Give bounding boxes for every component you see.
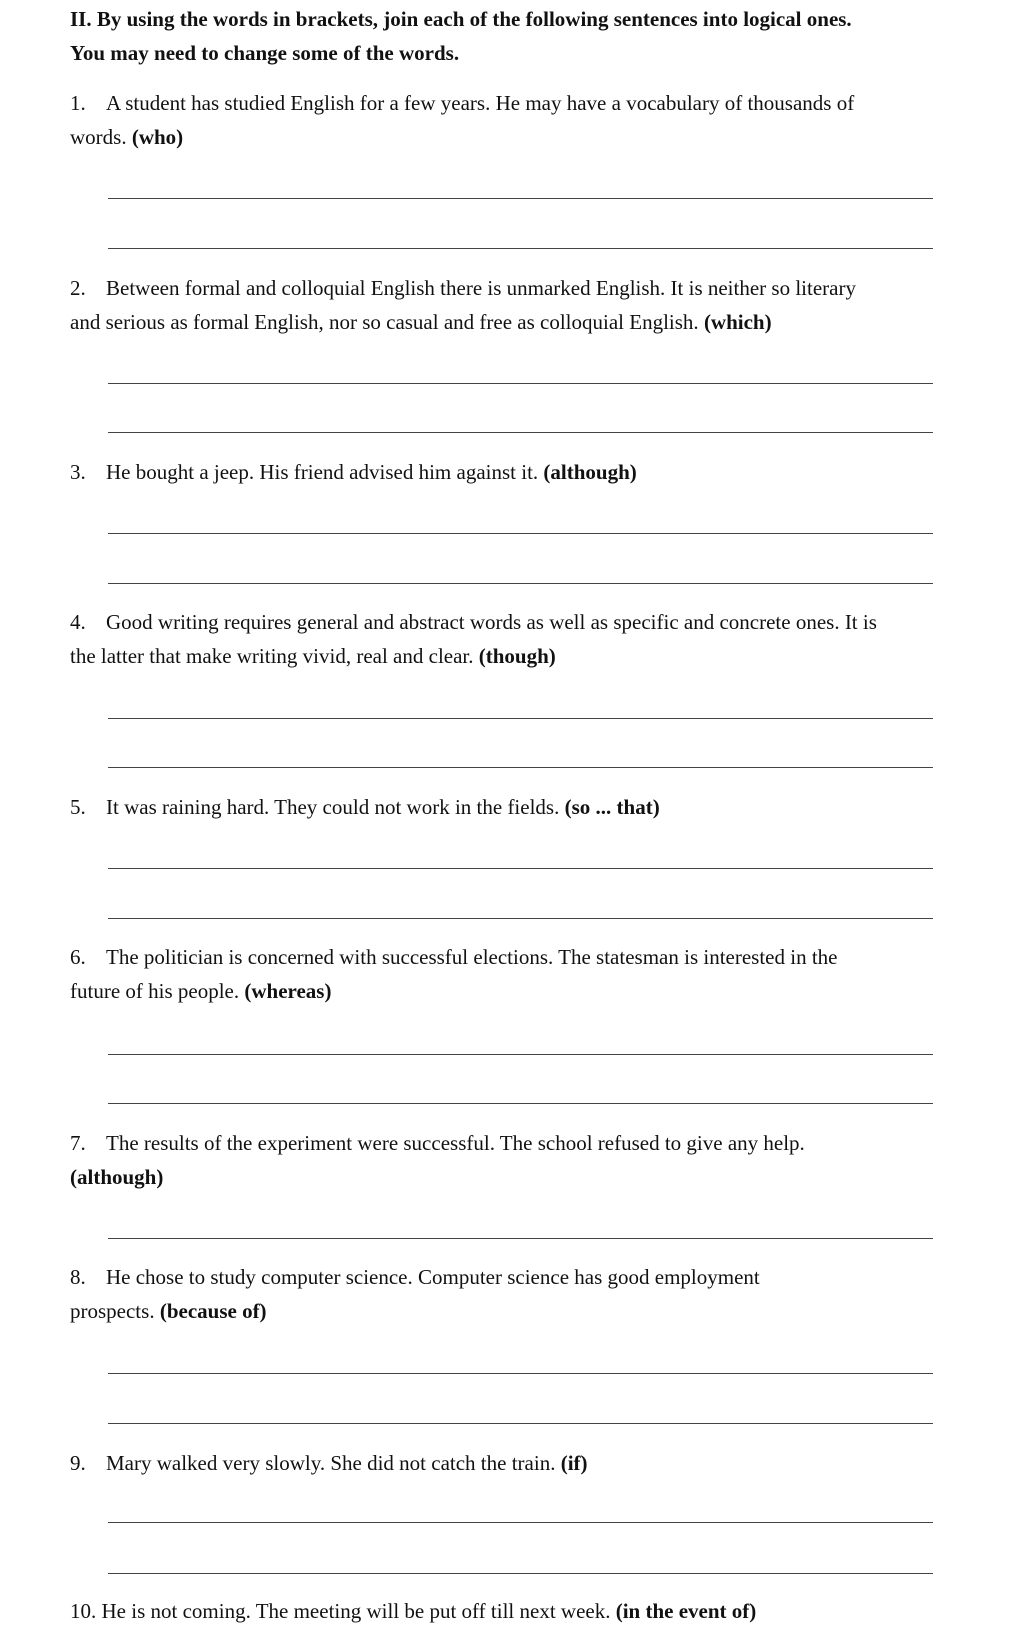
question-text: The results of the experiment were successful. The school refused to give any help. bbox=[106, 1131, 805, 1155]
question-hint: (because of) bbox=[159, 1299, 267, 1323]
question-9 bbox=[70, 1446, 970, 1480]
question-8 bbox=[70, 1260, 970, 1328]
question-text-cont: the latter that make writing vivid, real and clear. bbox=[70, 644, 474, 668]
question-hint: (if) bbox=[560, 1451, 588, 1475]
answer-line[interactable] bbox=[108, 1522, 933, 1523]
question-hint: (although) bbox=[543, 460, 637, 484]
answer-line[interactable] bbox=[108, 767, 933, 768]
question-10 bbox=[70, 1594, 970, 1628]
answer-line[interactable] bbox=[108, 432, 933, 433]
question-text: Between formal and colloquial English there is unmarked English. It is neither so literary bbox=[106, 276, 856, 300]
question-7 bbox=[70, 1126, 970, 1194]
question-number: 6. bbox=[70, 945, 86, 969]
question-number: 10. bbox=[70, 1599, 97, 1623]
question-hint: (whereas) bbox=[244, 979, 332, 1003]
answer-line[interactable] bbox=[108, 248, 933, 249]
heading-line-2: You may need to change some of the words. bbox=[70, 41, 460, 65]
answer-line[interactable] bbox=[108, 868, 933, 869]
answer-line[interactable] bbox=[108, 1238, 933, 1239]
question-text: He chose to study computer science. Computer science has good employment bbox=[106, 1265, 760, 1289]
question-text: He bought a jeep. His friend advised him against it. bbox=[106, 460, 539, 484]
question-hint: (so ... that) bbox=[564, 795, 660, 819]
question-number: 8. bbox=[70, 1265, 86, 1289]
heading-line-1: II. By using the words in brackets, join each of the following sentences into logical ones. bbox=[70, 7, 852, 31]
question-number: 5. bbox=[70, 795, 86, 819]
question-3 bbox=[70, 455, 970, 489]
question-number: 9. bbox=[70, 1451, 86, 1475]
question-number: 7. bbox=[70, 1131, 86, 1155]
question-number: 2. bbox=[70, 276, 86, 300]
question-hint: (in the event of) bbox=[615, 1599, 757, 1623]
answer-line[interactable] bbox=[108, 1103, 933, 1104]
question-text-cont: future of his people. bbox=[70, 979, 240, 1003]
question-text: Good writing requires general and abstract words as well as specific and concrete ones. It is bbox=[106, 610, 877, 634]
question-text: The politician is concerned with successful elections. The statesman is interested in the bbox=[106, 945, 838, 969]
question-hint: (who) bbox=[131, 125, 184, 149]
question-hint: (though) bbox=[478, 644, 556, 668]
answer-line[interactable] bbox=[108, 198, 933, 199]
question-number: 4. bbox=[70, 610, 86, 634]
answer-line[interactable] bbox=[108, 1423, 933, 1424]
question-text: He is not coming. The meeting will be put off till next week. bbox=[101, 1599, 611, 1623]
answer-line[interactable] bbox=[108, 533, 933, 534]
question-hint: (although) bbox=[70, 1165, 164, 1189]
answer-line[interactable] bbox=[108, 718, 933, 719]
answer-line[interactable] bbox=[108, 1054, 933, 1055]
answer-line[interactable] bbox=[108, 383, 933, 384]
question-text: A student has studied English for a few years. He may have a vocabulary of thousands of bbox=[106, 91, 855, 115]
question-2 bbox=[70, 271, 970, 339]
question-4 bbox=[70, 605, 970, 673]
question-text-cont: words. bbox=[70, 125, 127, 149]
exercise-heading bbox=[70, 2, 970, 70]
question-6 bbox=[70, 940, 970, 1008]
question-1 bbox=[70, 86, 970, 154]
answer-line[interactable] bbox=[108, 1373, 933, 1374]
answer-line[interactable] bbox=[108, 918, 933, 919]
question-text: Mary walked very slowly. She did not catch the train. bbox=[106, 1451, 556, 1475]
question-text-cont: and serious as formal English, nor so casual and free as colloquial English. bbox=[70, 310, 699, 334]
question-text: It was raining hard. They could not work in the fields. bbox=[106, 795, 560, 819]
question-number: 3. bbox=[70, 460, 86, 484]
question-5 bbox=[70, 790, 970, 824]
question-hint: (which) bbox=[703, 310, 772, 334]
question-number: 1. bbox=[70, 91, 86, 115]
answer-line[interactable] bbox=[108, 583, 933, 584]
question-text-cont: prospects. bbox=[70, 1299, 155, 1323]
answer-line[interactable] bbox=[108, 1573, 933, 1574]
